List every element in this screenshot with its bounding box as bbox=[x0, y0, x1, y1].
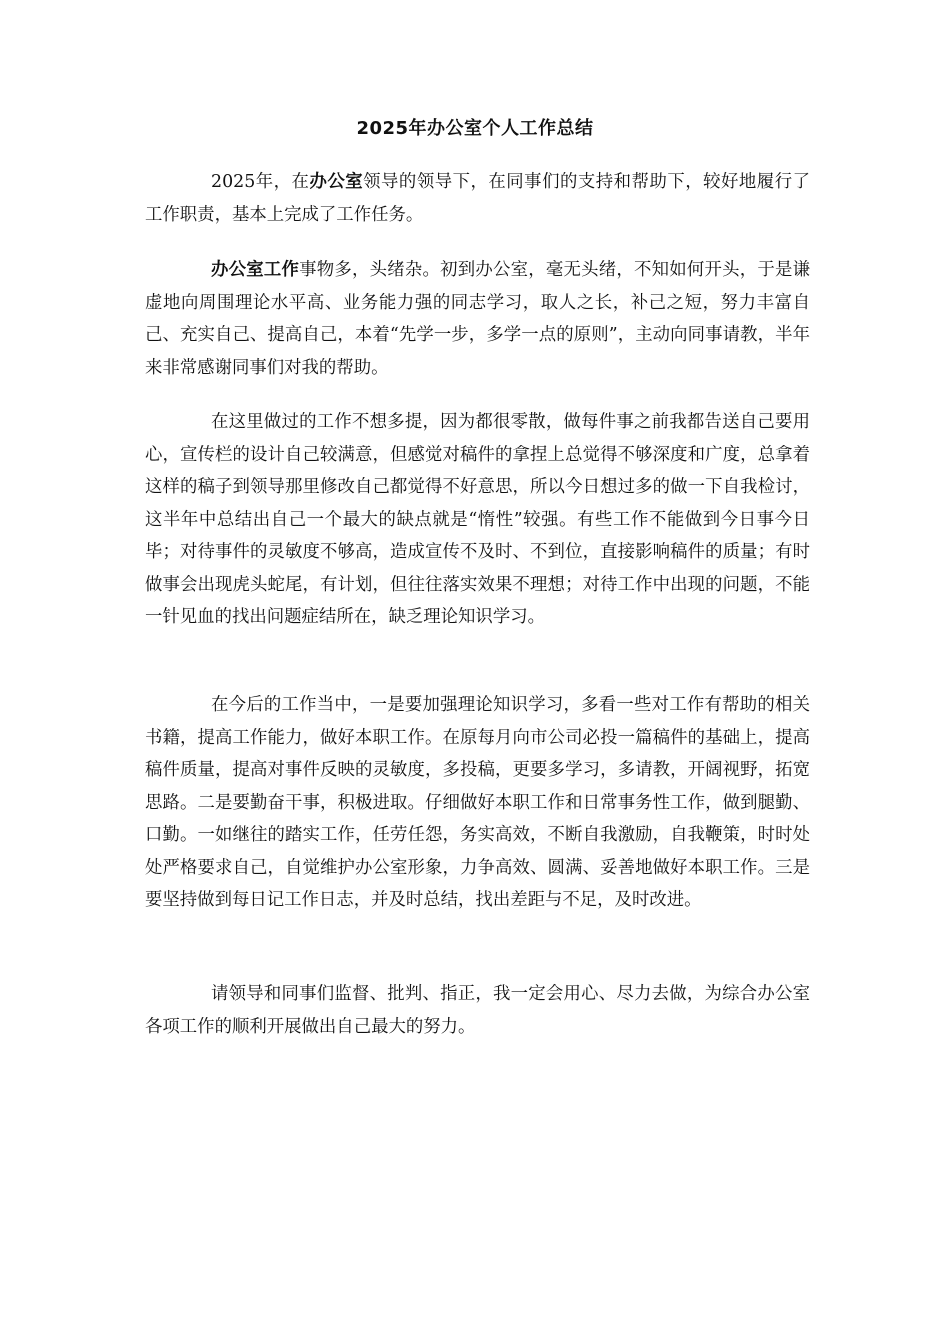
paragraph-1 bbox=[145, 166, 810, 231]
paragraph-2 bbox=[145, 254, 810, 384]
paragraph-1-lead: 2025年，在 bbox=[211, 172, 310, 192]
paragraph-4: 在今后的工作当中，一是要加强理论知识学习，多看一些对工作有帮助的相关书籍，提高工作能力，做好本职工作。在原每月向市公司必投一篇稿件的基础上，提高稿件质量，提高对事件反映的灵敏度，多投稿，更要多学习，多请教，开阔视野，拓宽思路。二是要勤奋干事，积极进取。仔细做好本职工作和日常事务性工作，做到腿勤、口勤。一如继往的踏实工作，任劳任怨，务实高效，不断自我激励，自我鞭策，时时处处严格要求自己，自觉维护办公室形象，力争高效、圆满、妥善地做好本职工作。三是要坚持做到每日记工作日志，并及时总结，找出差距与不足，及时改进。 bbox=[145, 695, 810, 910]
paragraph-2-keyword: 办公室工作 bbox=[211, 260, 300, 280]
paragraph-5: 请领导和同事们监督、批判、指正，我一定会用心、尽力去做，为综合办公室各项工作的顺利开展做出自己最大的努力。 bbox=[145, 984, 810, 1037]
document-title: 2025年办公室个人工作总结 bbox=[356, 118, 594, 139]
paragraph-2-text: 事物多，头绪杂。初到办公室，毫无头绪，不知如何开头，于是谦虚地向周围理论水平高、业务能力强的同志学习，取人之长，补己之短，努力丰富自己、充实自己、提高自己，本着“先学一步，多学一点的原则”，主动向同事请教，半年来非常感谢同事们对我的帮助。 bbox=[145, 260, 810, 378]
paragraph-1-text: 领导的领导下，在同事们的支持和帮助下，较好地履行了工作职责，基本上完成了工作任务。 bbox=[145, 172, 810, 225]
paragraph-3: 在这里做过的工作不想多提，因为都很零散，做每件事之前我都告送自己要用心，宣传栏的设计自己较满意，但感觉对稿件的拿捏上总觉得不够深度和广度，总拿着这样的稿子到领导那里修改自己都觉得不好意思，所以今日想过多的做一下自我检讨，这半年中总结出自己一个最大的缺点就是“惰性”较强。有些工作不能做到今日事今日毕；对待事件的灵敏度不够高，造成宣传不及时、不到位，直接影响稿件的质量；有时做事会出现虎头蛇尾，有计划，但往往落实效果不理想；对待工作中出现的问题，不能一针见血的找出问题症结所在，缺乏理论知识学习。 bbox=[145, 412, 810, 627]
paragraph-1-keyword: 办公室 bbox=[309, 172, 364, 192]
